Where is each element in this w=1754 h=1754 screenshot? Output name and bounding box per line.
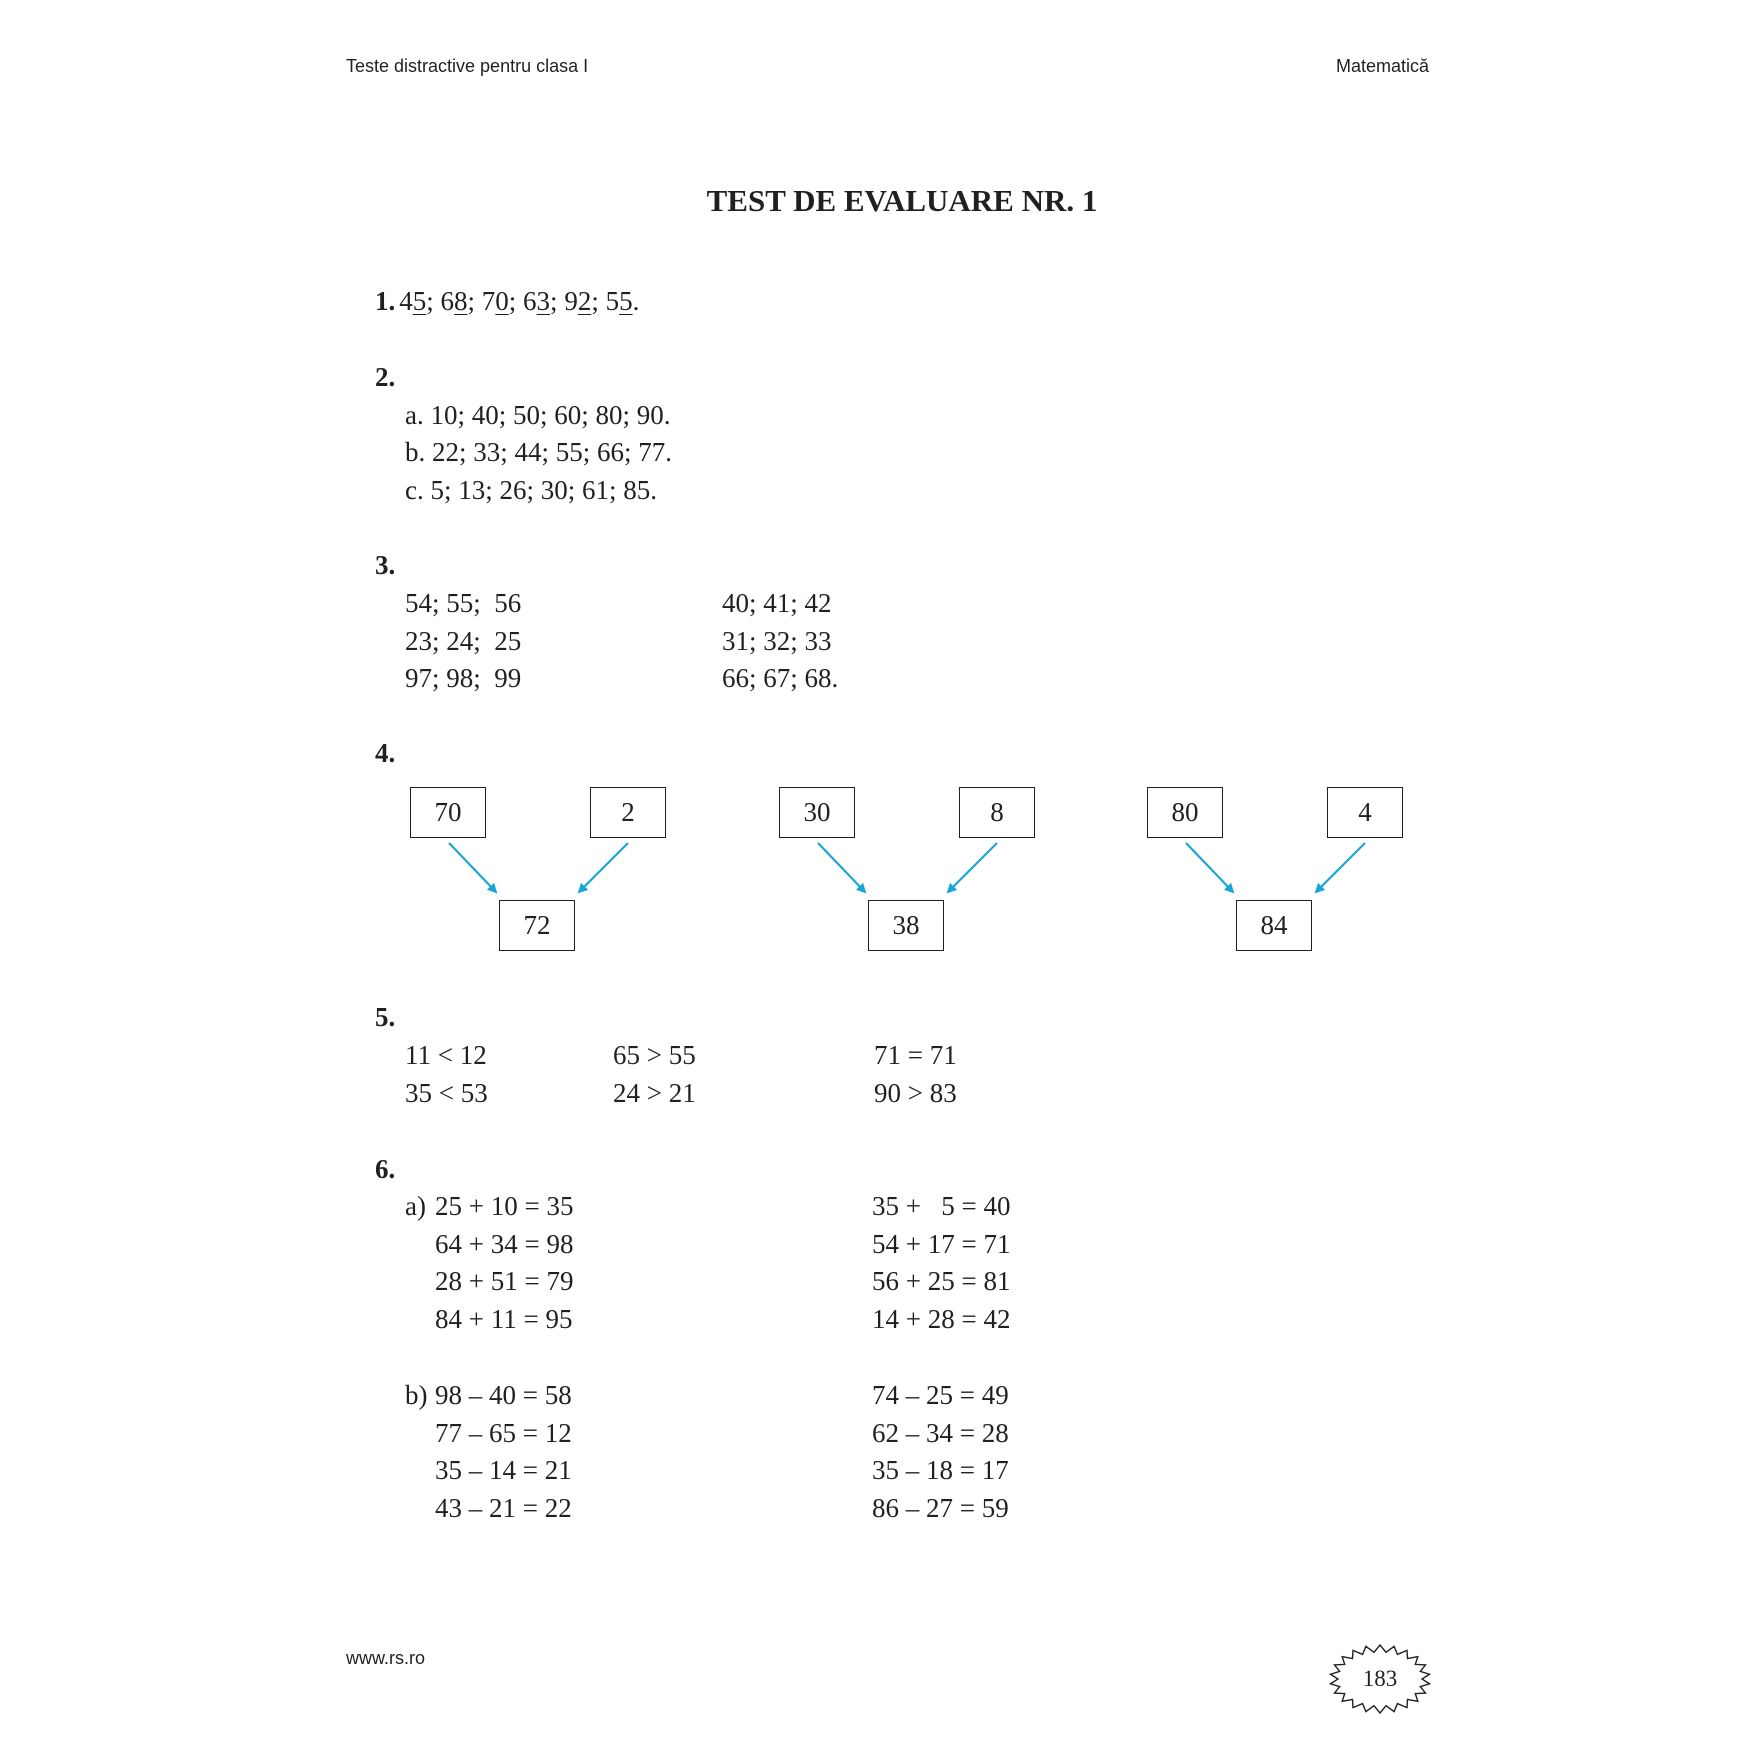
subtraction-right-2: 62 – 34 = 28 xyxy=(872,1418,1009,1448)
part-b-label: b) xyxy=(405,1380,428,1410)
question-4-number: 4. xyxy=(375,738,396,768)
units-box-3: 4 xyxy=(1327,787,1403,838)
comparison-r1-c3: 71 = 71 xyxy=(874,1040,957,1070)
comparison-r2-c2: 24 > 21 xyxy=(613,1078,696,1108)
question-3-left-3: 97; 98; 99 xyxy=(405,663,522,693)
addition-left-1: 25 + 10 = 35 xyxy=(435,1191,574,1221)
question-6-number: 6. xyxy=(375,1154,396,1184)
comparison-r1-c1: 11 < 12 xyxy=(405,1040,487,1070)
tens-box-3: 80 xyxy=(1147,787,1223,838)
tens-box-2: 30 xyxy=(779,787,855,838)
question-1-number: 1. xyxy=(375,286,396,316)
comparison-r2-c3: 90 > 83 xyxy=(874,1078,957,1108)
addition-right-3: 56 + 25 = 81 xyxy=(872,1266,1011,1296)
question-3-right-3: 66; 67; 68. xyxy=(722,663,839,693)
addition-right-2: 54 + 17 = 71 xyxy=(872,1229,1011,1259)
units-box-1: 2 xyxy=(590,787,666,838)
comparison-r1-c2: 65 > 55 xyxy=(613,1040,696,1070)
sum-box-3: 84 xyxy=(1236,900,1312,951)
sum-box-1: 72 xyxy=(499,900,575,951)
arrow-3-left xyxy=(1186,843,1233,892)
question-1-answer: 45; 68; 70; 63; 92; 55. xyxy=(399,286,640,316)
question-3-left-1: 54; 55; 56 xyxy=(405,588,522,618)
subtraction-right-4: 86 – 27 = 59 xyxy=(872,1493,1009,1523)
subtraction-left-4: 43 – 21 = 22 xyxy=(435,1493,572,1523)
question-2-number: 2. xyxy=(375,362,396,392)
footer-url: www.rs.ro xyxy=(346,1648,426,1668)
arrow-2-left xyxy=(818,843,865,892)
question-2-line-b: b. 22; 33; 44; 55; 66; 77. xyxy=(405,437,673,467)
arrow-1-left xyxy=(449,843,496,892)
question-2-line-a: a. 10; 40; 50; 60; 80; 90. xyxy=(405,400,671,430)
subtraction-left-3: 35 – 14 = 21 xyxy=(435,1455,572,1485)
question-3-left-2: 23; 24; 25 xyxy=(405,626,522,656)
subtraction-right-1: 74 – 25 = 49 xyxy=(872,1380,1009,1410)
question-3-right-1: 40; 41; 42 xyxy=(722,588,832,618)
sum-box-2: 38 xyxy=(868,900,944,951)
subtraction-left-2: 77 – 65 = 12 xyxy=(435,1418,572,1448)
units-box-2: 8 xyxy=(959,787,1035,838)
arrow-1-right xyxy=(579,843,628,892)
arrow-2-right xyxy=(948,843,997,892)
question-3-right-2: 31; 32; 33 xyxy=(722,626,832,656)
addition-right-4: 14 + 28 = 42 xyxy=(872,1304,1011,1334)
subtraction-left-1: 98 – 40 = 58 xyxy=(435,1380,572,1410)
addition-left-2: 64 + 34 = 98 xyxy=(435,1229,574,1259)
question-3-number: 3. xyxy=(375,550,396,580)
running-header-left: Teste distractive pentru clasa I xyxy=(346,56,589,76)
comparison-r2-c1: 35 < 53 xyxy=(405,1078,488,1108)
part-a-label: a) xyxy=(405,1191,426,1221)
arrow-3-right xyxy=(1316,843,1365,892)
addition-right-1: 35 + 5 = 40 xyxy=(872,1191,1011,1221)
subtraction-right-3: 35 – 18 = 17 xyxy=(872,1455,1009,1485)
tens-box-1: 70 xyxy=(410,787,486,838)
page-number: 183 xyxy=(1362,1666,1398,1691)
page-title: TEST DE EVALUARE NR. 1 xyxy=(706,183,1098,218)
running-header-right: Matematică xyxy=(1336,56,1430,76)
page-number-badge xyxy=(1328,1643,1432,1715)
addition-left-4: 84 + 11 = 95 xyxy=(435,1304,573,1334)
addition-left-3: 28 + 51 = 79 xyxy=(435,1266,574,1296)
question-2-line-c: c. 5; 13; 26; 30; 61; 85. xyxy=(405,475,657,505)
question-5-number: 5. xyxy=(375,1002,396,1032)
